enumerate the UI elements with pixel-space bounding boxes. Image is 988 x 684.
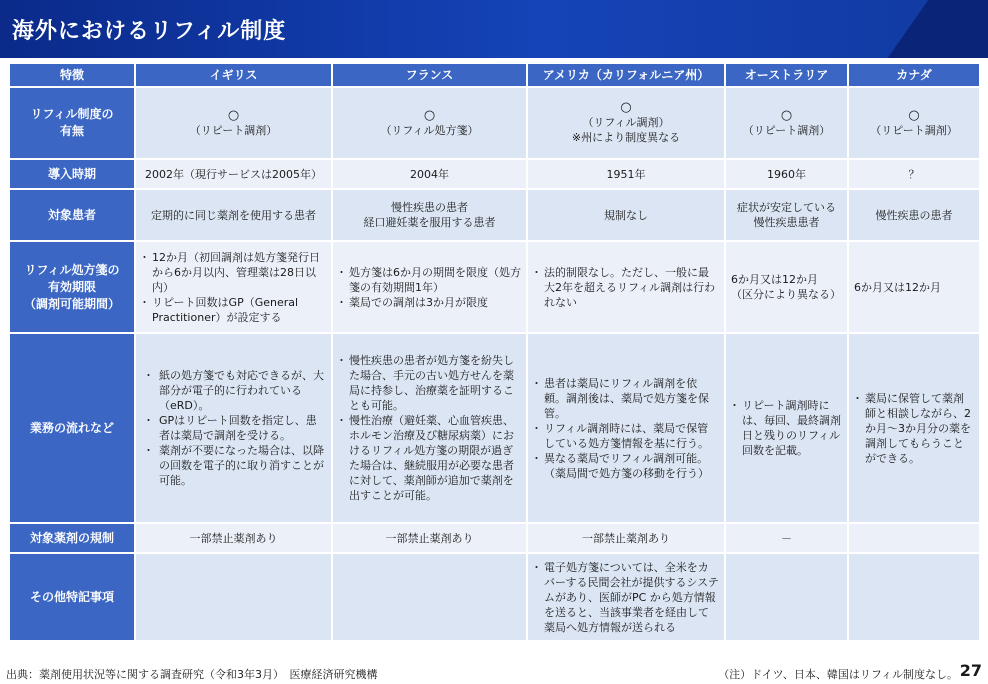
available-mark: ○ <box>227 107 240 123</box>
list-item: ・ 慢性治療（避妊薬、心血管疾患、ホルモン治療及び糖尿病薬）におけるリフィル処方箋の期限が過ぎた場合は、継続服用が必要な患者に対して、薬剤師が追加で薬剤を出すことが可能。 <box>338 413 521 503</box>
list-item: ・ 12か月（初回調剤は処方箋発行日から6か月以内、管理薬は28日以内） <box>141 250 326 295</box>
cell-us-workflow <box>527 333 725 523</box>
row-label-regulation: 対象薬剤の規制 <box>9 523 135 553</box>
row-refill-system <box>9 87 980 159</box>
available-mark: ○ <box>780 107 793 123</box>
cell-us-regulation: 一部禁止薬剤あり <box>527 523 725 553</box>
row-label-introduced: 導入時期 <box>9 159 135 189</box>
available-mark: ○ <box>620 100 632 115</box>
cell-us-other <box>527 553 725 641</box>
cell-au-introduced: 1960年 <box>725 159 848 189</box>
cell-au-other <box>725 553 848 641</box>
row-label-validity: リフィル処方箋の 有効期限 （調剤可能期間） <box>9 241 135 333</box>
cell-au-refill-system: ○ （リピート調剤） <box>725 87 848 159</box>
cell-uk-introduced: 2002年（現行サービスは2005年） <box>135 159 332 189</box>
header-australia: オーストラリア <box>725 63 848 87</box>
header-row <box>9 63 980 87</box>
cell-fr-refill-system: ○ （リフィル処方箋） <box>332 87 527 159</box>
row-label-workflow: 業務の流れなど <box>9 333 135 523</box>
cell-fr-other <box>332 553 527 641</box>
list-item: ・ 処方箋は6か月の期間を限度（処方箋の有効期間1年） <box>338 265 521 295</box>
header-canada: カナダ <box>848 63 980 87</box>
list-item: ・ 異なる薬局でリフィル調剤可能。（薬局間で処方箋の移動を行う） <box>533 451 719 481</box>
cell-fr-regulation: 一部禁止薬剤あり <box>332 523 527 553</box>
row-label-patients: 対象患者 <box>9 189 135 241</box>
header-uk: イギリス <box>135 63 332 87</box>
cell-us-patients: 規制なし <box>527 189 725 241</box>
row-introduced <box>9 159 980 189</box>
row-validity <box>9 241 980 333</box>
cell-au-workflow <box>725 333 848 523</box>
list-item: ・ 紙の処方箋でも対応できるが、大部分が電子的に行われている（eRD）。 <box>141 368 326 413</box>
list-item: ・ 薬局に保管して薬剤師と相談しながら、2か月～3か月分の薬を調剤してもらうことができる。 <box>854 391 974 466</box>
list-item: ・ 薬局での調剤は3か月が限度 <box>338 295 521 310</box>
row-other <box>9 553 980 641</box>
header-france: フランス <box>332 63 527 87</box>
comparison-table <box>8 62 981 642</box>
cell-au-regulation: － <box>725 523 848 553</box>
header-usa: アメリカ（カリフォルニア州） <box>527 63 725 87</box>
row-regulation <box>9 523 980 553</box>
page-title: 海外におけるリフィル制度 <box>12 19 287 44</box>
cell-uk-other <box>135 553 332 641</box>
list-item: ・ リピート調剤時には、毎回、最終調剤日と残りのリフィル回数を記載。 <box>731 398 842 458</box>
cell-uk-regulation: 一部禁止薬剤あり <box>135 523 332 553</box>
cell-ca-introduced: ？ <box>848 159 980 189</box>
row-patients <box>9 189 980 241</box>
cell-uk-refill-system: ○ （リピート調剤） <box>135 87 332 159</box>
list-item: ・ 慢性疾患の患者が処方箋を紛失した場合、手元の古い処方せんを薬局に持参し、治療薬を証明することも可能。 <box>338 353 521 413</box>
cell-ca-patients: 慢性疾患の患者 <box>848 189 980 241</box>
cell-fr-patients: 慢性疾患の患者 経口避妊薬を服用する患者 <box>332 189 527 241</box>
list-item: ・ 患者は薬局にリフィル調剤を依頼。調剤後は、薬局で処方箋を保管。 <box>533 376 719 421</box>
list-item: ・ 薬剤が不要になった場合は、以降の回数を電子的に取り消すことが可能。 <box>141 443 326 488</box>
available-mark: ○ <box>423 107 436 123</box>
cell-ca-validity: 6か月又は12か月 <box>848 241 980 333</box>
list-item: ・ 電子処方箋については、全米をカバーする民間会社が提供するシステムがあり、医師がPC から処方情報を送ると、当該事業者を経由して薬局へ処方情報が送られる <box>533 560 719 635</box>
title-bar <box>0 0 988 58</box>
cell-fr-introduced: 2004年 <box>332 159 527 189</box>
row-workflow <box>9 333 980 523</box>
cell-ca-workflow <box>848 333 980 523</box>
footnote: （注）ドイツ、日本、韓国はリフィル制度なし。 <box>718 668 958 681</box>
list-item: ・ GPはリピート回数を指定し、患者は薬局で調剤を受ける。 <box>141 413 326 443</box>
cell-fr-validity <box>332 241 527 333</box>
list-item: ・ リフィル調剤時には、薬局で保管している処方箋情報を基に行う。 <box>533 421 719 451</box>
cell-uk-validity <box>135 241 332 333</box>
page-number: 27 <box>959 661 982 680</box>
cell-au-patients: 症状が安定している 慢性疾患患者 <box>725 189 848 241</box>
list-item: ・ 法的制限なし。ただし、一般に最大2年を超えるリフィル調剤は行われない <box>533 265 719 310</box>
header-feature: 特徴 <box>9 63 135 87</box>
cell-uk-workflow <box>135 333 332 523</box>
cell-ca-regulation <box>848 523 980 553</box>
cell-uk-patients: 定期的に同じ薬剤を使用する患者 <box>135 189 332 241</box>
cell-au-validity: 6か月又は12か月 （区分により異なる） <box>725 241 848 333</box>
cell-ca-refill-system: ○ （リピート調剤） <box>848 87 980 159</box>
cell-us-introduced: 1951年 <box>527 159 725 189</box>
cell-fr-workflow <box>332 333 527 523</box>
cell-us-refill-system: ○ （リフィル調剤） ※州により制度異なる <box>527 87 725 159</box>
list-item: ・ リピート回数はGP（General Practitioner）が設定する <box>141 295 326 325</box>
available-mark: ○ <box>908 107 920 123</box>
row-label-other: その他特記事項 <box>9 553 135 641</box>
cell-ca-other <box>848 553 980 641</box>
row-label-refill-system: リフィル制度の 有無 <box>9 87 135 159</box>
source-citation: 出典：薬剤使用状況等に関する調査研究（令和3年3月） 医療経済研究機構 <box>6 668 378 681</box>
cell-us-validity <box>527 241 725 333</box>
